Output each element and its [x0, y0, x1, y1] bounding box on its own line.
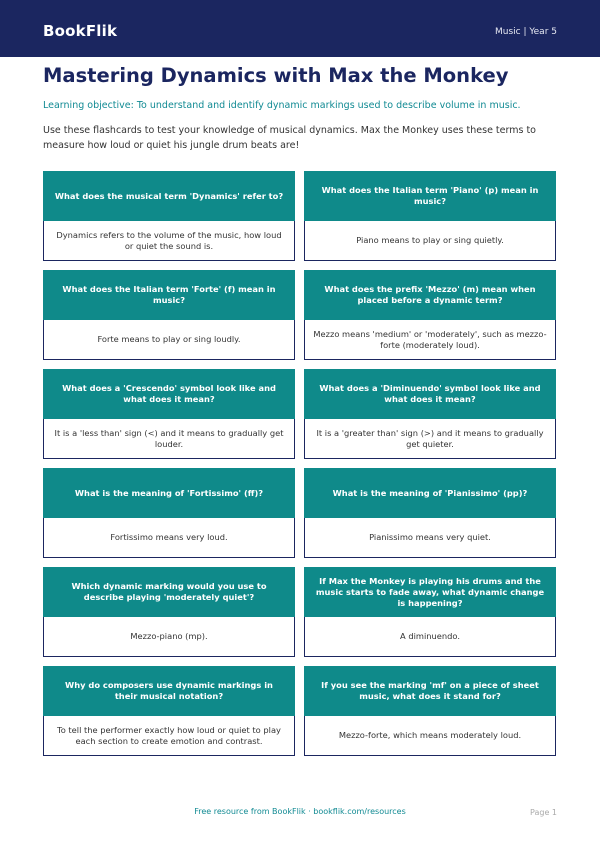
flashcard-answer: Mezzo means 'medium' or 'moderately', such as mezzo-forte (moderately loud).: [304, 320, 556, 360]
page-number: Page 1: [530, 808, 557, 817]
flashcard[interactable]: [43, 468, 295, 558]
flashcard-question: What does a 'Diminuendo' symbol look like and what does it mean?: [304, 369, 556, 419]
flashcard-question: If Max the Monkey is playing his drums and the music starts to fade away, what dynamic change is happening?: [304, 567, 556, 617]
flashcard[interactable]: [43, 567, 295, 657]
flashcard-answer: A diminuendo.: [304, 617, 556, 657]
flashcard-answer: Piano means to play or sing quietly.: [304, 221, 556, 261]
flashcard-answer: Pianissimo means very quiet.: [304, 518, 556, 558]
flashcard[interactable]: [43, 666, 295, 756]
flashcard-question: What is the meaning of 'Pianissimo' (pp)?: [304, 468, 556, 518]
flashcard[interactable]: [304, 468, 556, 558]
flashcard[interactable]: [43, 171, 295, 261]
flashcard-answer: To tell the performer exactly how loud or quiet to play each section to create emotion and contrast.: [43, 716, 295, 756]
intro-text: Use these flashcards to test your knowledge of musical dynamics. Max the Monkey uses these terms to measure how loud or quiet his jungle drum beats are!: [43, 125, 536, 151]
flashcard-question: What does a 'Crescendo' symbol look like and what does it mean?: [43, 369, 295, 419]
header-bar: [0, 0, 600, 57]
flashcard-question: If you see the marking 'mf' on a piece of sheet music, what does it stand for?: [304, 666, 556, 716]
flashcard-question: What does the musical term 'Dynamics' refer to?: [43, 171, 295, 221]
page-title: Mastering Dynamics with Max the Monkey: [43, 64, 509, 87]
flashcard-question: What does the Italian term 'Forte' (f) mean in music?: [43, 270, 295, 320]
flashcard-answer: Mezzo-forte, which means moderately loud.: [304, 716, 556, 756]
flashcard[interactable]: [304, 666, 556, 756]
flashcard[interactable]: [43, 369, 295, 459]
subject-year-label: Music | Year 5: [494, 27, 557, 37]
flashcard[interactable]: [304, 171, 556, 261]
flashcard-answer: Forte means to play or sing loudly.: [43, 320, 295, 360]
flashcard-question: Why do composers use dynamic markings in their musical notation?: [43, 666, 295, 716]
flashcard-question: What does the prefix 'Mezzo' (m) mean when placed before a dynamic term?: [304, 270, 556, 320]
footer-link[interactable]: Free resource from BookFlik · bookflik.com/resources: [194, 807, 406, 816]
flashcard-question: Which dynamic marking would you use to describe playing 'moderately quiet'?: [43, 567, 295, 617]
flashcard[interactable]: [304, 369, 556, 459]
flashcard-answer: Mezzo-piano (mp).: [43, 617, 295, 657]
flashcard-grid: [43, 171, 558, 756]
flashcard-answer: It is a 'less than' sign (<) and it means to gradually get louder.: [43, 419, 295, 459]
learning-objective: Learning objective: To understand and identify dynamic markings used to describe volume in music.: [43, 100, 521, 111]
flashcard[interactable]: [304, 567, 556, 657]
flashcard-question: What does the Italian term 'Piano' (p) mean in music?: [304, 171, 556, 221]
flashcard-answer: Fortissimo means very loud.: [43, 518, 295, 558]
brand-logo[interactable]: BookFlik: [43, 22, 118, 40]
flashcard[interactable]: [43, 270, 295, 360]
flashcard[interactable]: [304, 270, 556, 360]
flashcard-answer: It is a 'greater than' sign (>) and it means to gradually get quieter.: [304, 419, 556, 459]
flashcard-question: What is the meaning of 'Fortissimo' (ff)?: [43, 468, 295, 518]
flashcard-answer: Dynamics refers to the volume of the music, how loud or quiet the sound is.: [43, 221, 295, 261]
